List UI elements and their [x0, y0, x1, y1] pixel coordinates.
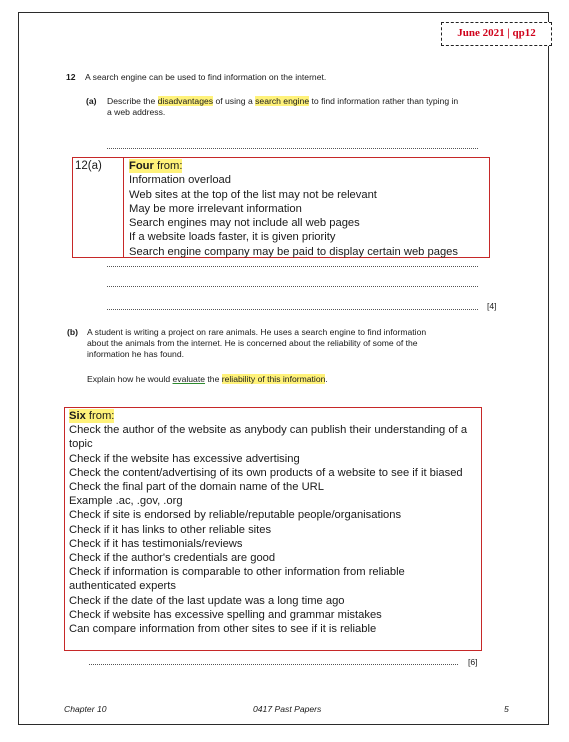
- part-b-label: (b): [67, 327, 78, 337]
- answer-line: [107, 309, 478, 310]
- part-b-line: A student is writing a project on rare animals. He uses a search engine to find information: [87, 327, 427, 337]
- part-a-label: (a): [86, 96, 97, 106]
- answer-b-item: Check if website has excessive spelling and grammar mistakes: [69, 608, 382, 621]
- question-stem: A search engine can be used to find information on the internet.: [85, 72, 327, 82]
- page-number: 5: [504, 704, 509, 714]
- part-b-line: information he has found.: [87, 349, 184, 359]
- answer-a-item: Information overload: [129, 174, 231, 187]
- part-a-text-2: of using a: [213, 96, 256, 106]
- answer-b-item: Check if the website has excessive advertising: [69, 452, 300, 465]
- highlight-disadvantages: disadvantages: [157, 96, 214, 106]
- part-a-text-4: a web address.: [107, 107, 166, 117]
- answer-line: [107, 286, 478, 287]
- part-a-text-3: to find information rather than typing in: [309, 96, 459, 106]
- answer-box-b: [64, 407, 482, 651]
- answer-a-item: Web sites at the top of the list may not be relevant: [129, 188, 377, 201]
- explain-text-2: the: [205, 374, 222, 384]
- answer-line: [107, 148, 478, 149]
- part-b-marks: [6]: [468, 657, 478, 667]
- highlight-reliability: reliability of this information: [221, 374, 326, 384]
- answer-a-heading-rest: from:: [153, 160, 183, 172]
- answer-line: [89, 664, 458, 665]
- answer-a-heading-bold: Four: [129, 160, 154, 172]
- answer-b-heading-rest: from:: [85, 410, 115, 422]
- answer-box-a: [72, 157, 490, 258]
- part-b-explain: [87, 374, 328, 385]
- answer-b-item: Can compare information from other sites to see if it is reliable: [69, 623, 377, 636]
- answer-b-heading: [69, 409, 114, 423]
- part-b-question: [87, 327, 426, 360]
- footer-chapter: Chapter 10: [64, 704, 107, 714]
- paper-tag: June 2021 | qp12: [441, 22, 552, 46]
- answer-a-body: [129, 159, 458, 259]
- answer-a-item: If a website loads faster, it is given priority: [129, 231, 336, 244]
- part-a-text-1: Describe the: [107, 96, 158, 106]
- answer-b-item: Check if site is endorsed by reliable/reputable people/organisations: [69, 509, 402, 522]
- part-b-line: about the animals from the internet. He is concerned about the reliability of some of the: [87, 338, 418, 348]
- footer-title: 0417 Past Papers: [253, 704, 322, 714]
- answer-b-item: Example .ac, .gov, .org: [69, 495, 183, 508]
- answer-b-item: Check if information is comparable to other information from reliable authenticated experts: [69, 566, 405, 593]
- answer-b-item: Check the content/advertising of its own products of a website to see if it biased: [69, 466, 463, 479]
- answer-b-item: Check if it has testimonials/reviews: [69, 537, 243, 550]
- explain-text-1: Explain how he would: [87, 374, 173, 384]
- highlight-search-engine: search engine: [255, 96, 310, 106]
- answer-b-item: Check the author of the website as anybody can publish their understanding of a topic: [69, 424, 468, 451]
- answer-ref: 12(a): [73, 158, 124, 257]
- part-a-marks: [4]: [487, 301, 497, 311]
- answer-b-item: Check if the date of the last update was a long time ago: [69, 594, 345, 607]
- answer-line: [107, 266, 478, 267]
- answer-b-heading-bold: Six: [69, 410, 86, 422]
- answer-a-heading: [129, 159, 182, 173]
- evaluate-word: evaluate: [172, 374, 206, 384]
- answer-a-item: May be more irrelevant information: [129, 202, 302, 215]
- answer-b-item: Check the final part of the domain name of the URL: [69, 481, 324, 494]
- question-number: 12: [66, 72, 76, 82]
- answer-b-item: Check if it has links to other reliable sites: [69, 523, 272, 536]
- explain-text-3: .: [325, 374, 328, 384]
- answer-b-item: Check if the author's credentials are good: [69, 552, 276, 565]
- answer-a-item: Search engines may not include all web pages: [129, 217, 360, 230]
- answer-a-item: Search engine company may be paid to display certain web pages: [129, 245, 458, 258]
- answer-b-body: [69, 409, 479, 636]
- part-a-question: [107, 96, 458, 118]
